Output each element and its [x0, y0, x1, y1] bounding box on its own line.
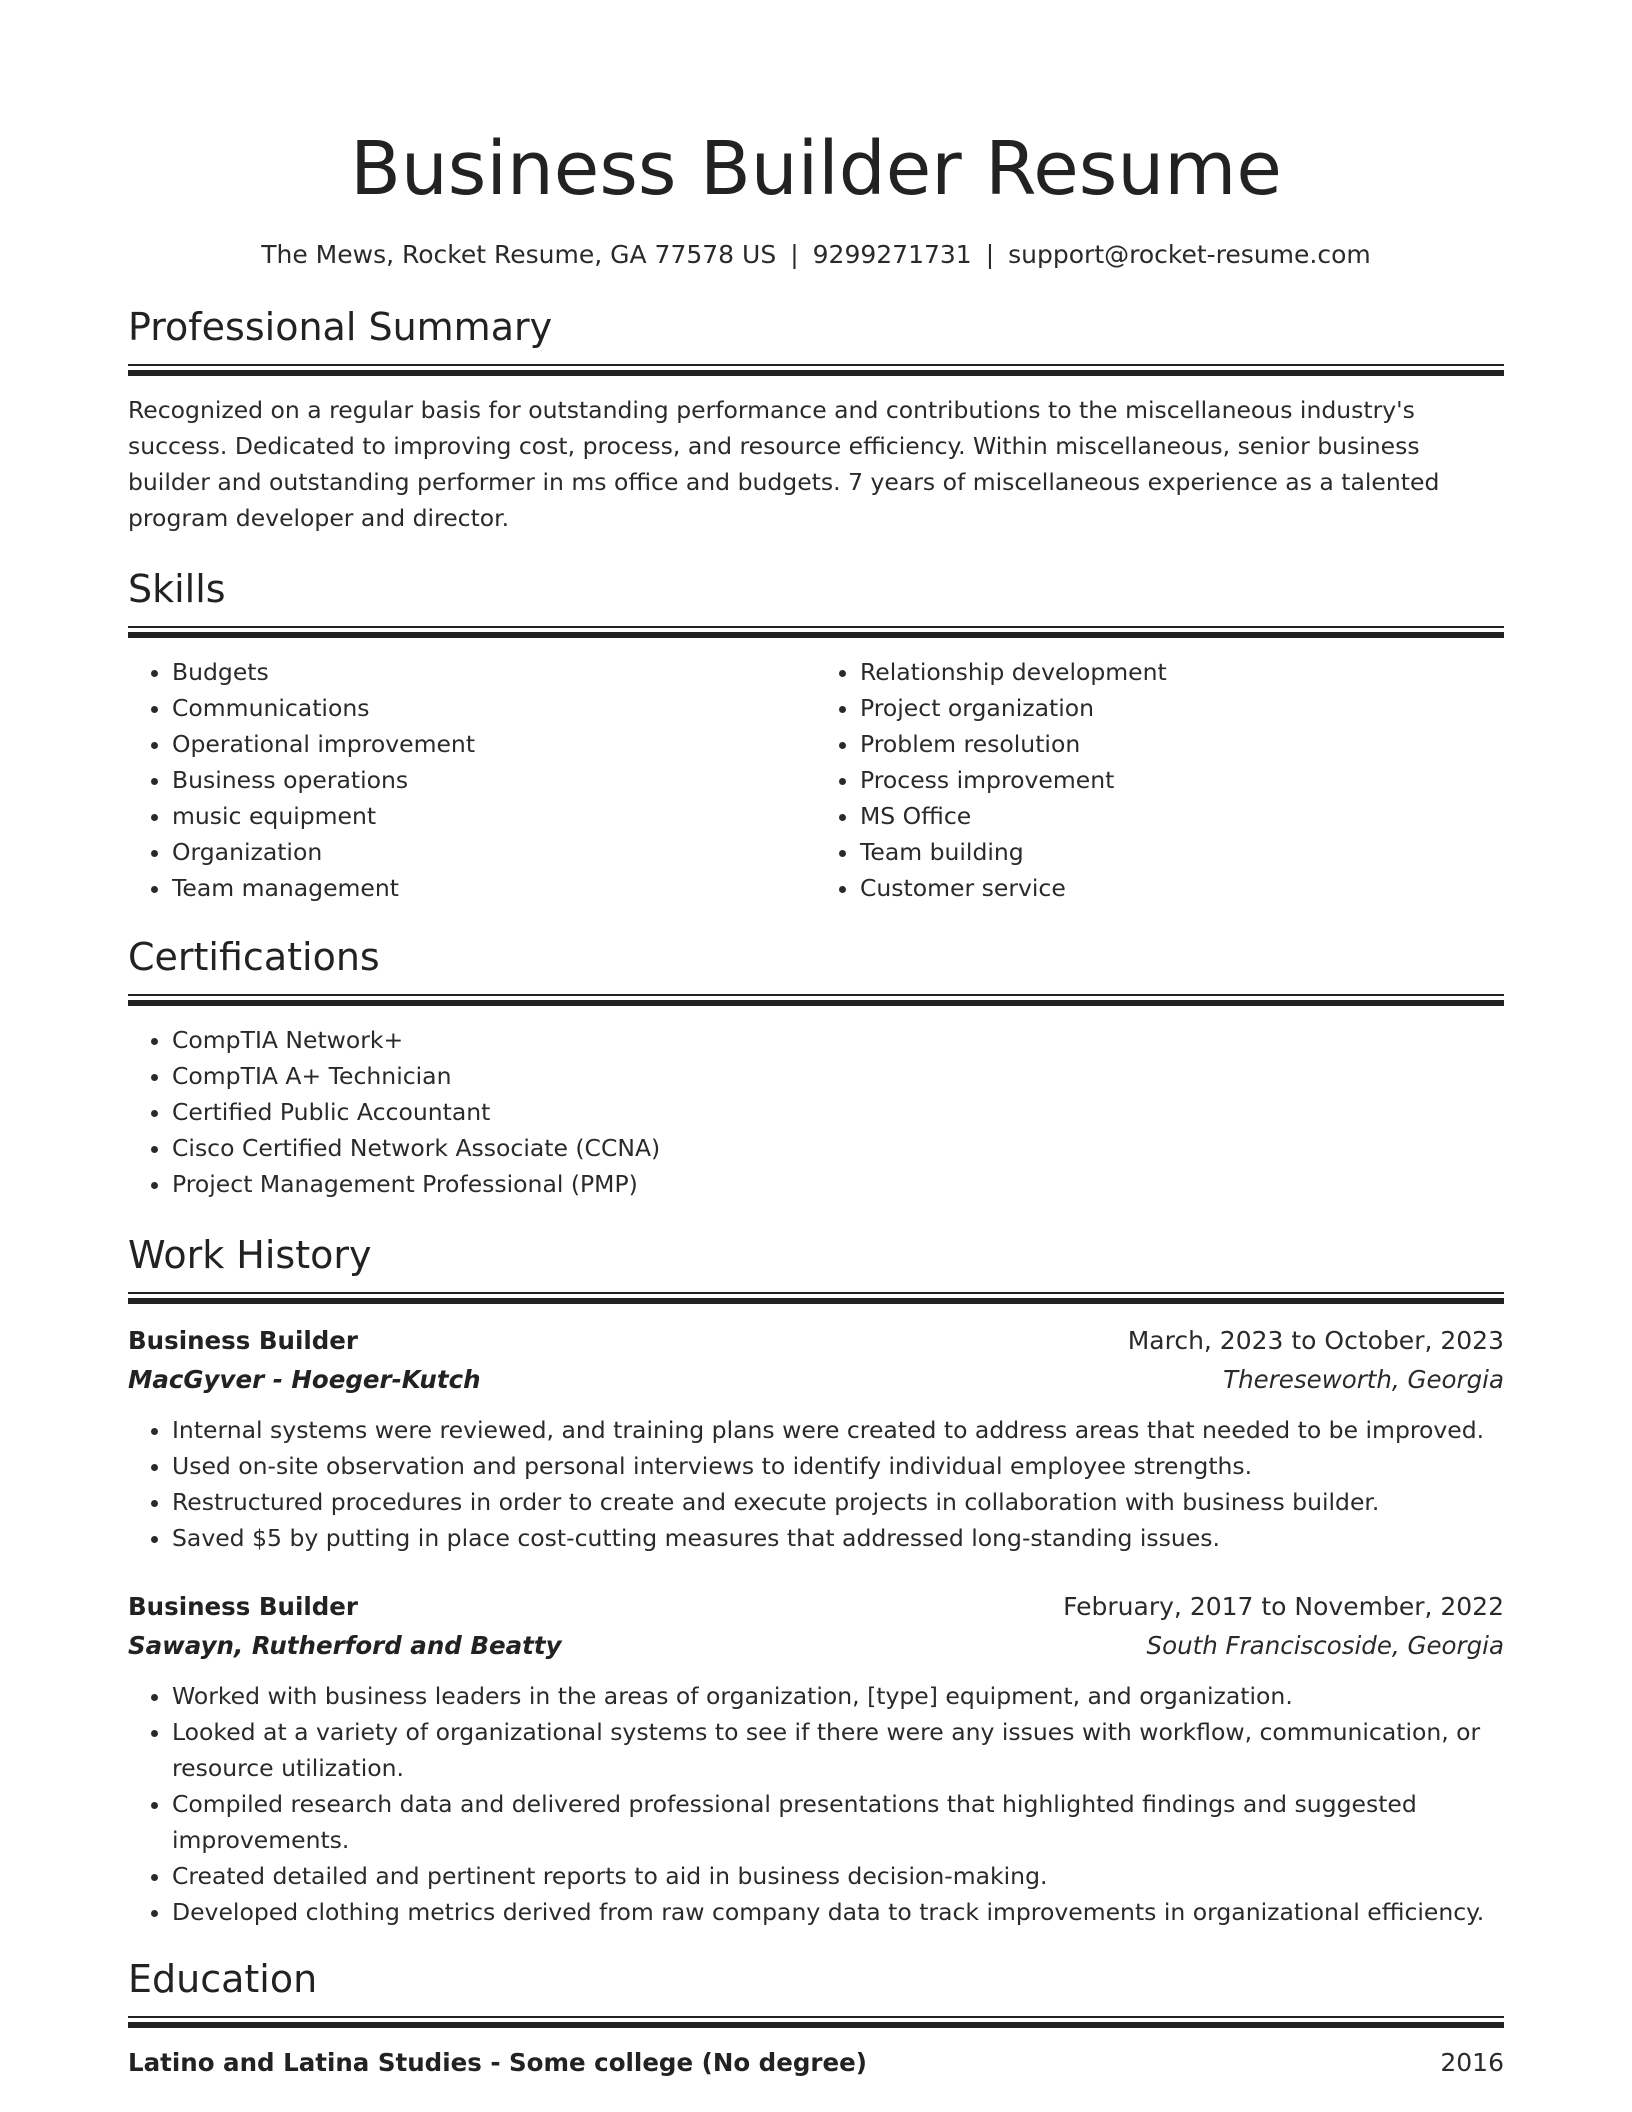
job-bullets [128, 1678, 1504, 1930]
job-bullet: • Restructured procedures in order to create and execute projects in collaboration with business builder. [172, 1484, 1504, 1520]
skill-item: • Problem resolution [860, 726, 1504, 762]
skill-item: • Organization [172, 834, 816, 870]
section-divider [128, 1292, 1504, 1304]
education-row [128, 2044, 1504, 2082]
summary-text: Recognized on a regular basis for outstanding performance and contributions to the miscellaneous industry's success. Dedicated to improving cost, process, and resource efficiency. Within miscellaneous, senior business builder and outstanding performer in ms office and budgets. 7 years of miscellaneous experience as a talented program developer and director. [128, 396, 1440, 532]
summary-section [128, 304, 1504, 536]
work-history-heading: Work History [128, 1233, 372, 1277]
certification-item: • Cisco Certified Network Associate (CCNA) [172, 1130, 1504, 1166]
education-degree: Latino and Latina Studies - Some college (No degree) [128, 2048, 867, 2077]
contact-separator: | [985, 240, 995, 269]
job-header-row [128, 1588, 1504, 1626]
skill-item: • Team management [172, 870, 816, 906]
contact-address: The Mews, Rocket Resume, GA 77578 US [261, 240, 777, 269]
skills-column-left [128, 654, 816, 906]
job-dates: March, 2023 to October, 2023 [1127, 1326, 1504, 1355]
contact-email: support@rocket-resume.com [1008, 240, 1371, 269]
skills-column-right [816, 654, 1504, 906]
education-heading: Education [128, 1957, 318, 2001]
skill-item: • Communications [172, 690, 816, 726]
education-year: 2016 [1440, 2048, 1504, 2077]
job-bullet: • Saved $5 by putting in place cost-cutting measures that addressed long-standing issues. [172, 1520, 1504, 1556]
skills-list-left [128, 654, 816, 906]
certification-item: • Project Management Professional (PMP) [172, 1166, 1504, 1202]
skill-item: • Process improvement [860, 762, 1504, 798]
job-entry [128, 1322, 1504, 1556]
job-location: South Franciscoside, Georgia [1146, 1631, 1504, 1660]
skill-item: • Customer service [860, 870, 1504, 906]
skills-heading: Skills [128, 567, 226, 611]
skill-item: • Team building [860, 834, 1504, 870]
skills-columns [128, 654, 1504, 906]
skill-item: • Budgets [172, 654, 816, 690]
job-company-row [128, 1360, 1504, 1400]
summary-heading: Professional Summary [128, 305, 553, 349]
job-bullet: • Worked with business leaders in the areas of organization, [type] equipment, and organization. [172, 1678, 1504, 1714]
certifications-heading: Certifications [128, 935, 380, 979]
job-company-row [128, 1626, 1504, 1666]
certifications-section [128, 934, 1504, 1202]
job-bullets [128, 1412, 1504, 1556]
job-bullet: • Compiled research data and delivered professional presentations that highlighted findings and suggested improvements. [172, 1786, 1504, 1858]
contact-separator: | [790, 240, 799, 269]
section-divider [128, 2016, 1504, 2028]
job-bullet: • Used on-site observation and personal interviews to identify individual employee strengths. [172, 1448, 1504, 1484]
skill-item: • Project organization [860, 690, 1504, 726]
resume-title: Business Builder Resume [350, 126, 1282, 212]
job-company: MacGyver - Hoeger-Kutch [128, 1365, 481, 1394]
skill-item: • Operational improvement [172, 726, 816, 762]
certification-item: • Certified Public Accountant [172, 1094, 1504, 1130]
certification-item: • CompTIA A+ Technician [172, 1058, 1504, 1094]
contact-phone: 9299271731 [812, 240, 972, 269]
section-divider [128, 994, 1504, 1006]
job-company: Sawayn, Rutherford and Beatty [128, 1631, 562, 1660]
skill-item: • Business operations [172, 762, 816, 798]
work-history-section [128, 1232, 1504, 1930]
education-section [128, 1956, 1504, 2082]
job-entry [128, 1588, 1504, 1930]
job-location: Thereseworth, Georgia [1223, 1365, 1504, 1394]
certifications-list-wrap [128, 1022, 1504, 1202]
job-bullet: • Created detailed and pertinent reports to aid in business decision-making. [172, 1858, 1504, 1894]
section-divider [128, 626, 1504, 638]
skills-section [128, 566, 1504, 906]
job-title: Business Builder [128, 1326, 358, 1355]
job-bullet: • Looked at a variety of organizational systems to see if there were any issues with workflow, communication, or resource utilization. [172, 1714, 1504, 1786]
job-dates: February, 2017 to November, 2022 [1063, 1592, 1504, 1621]
skill-item: • music equipment [172, 798, 816, 834]
job-title: Business Builder [128, 1592, 358, 1621]
section-divider [128, 364, 1504, 376]
skill-item: • Relationship development [860, 654, 1504, 690]
job-bullet: • Developed clothing metrics derived from raw company data to track improvements in organizational efficiency. [172, 1894, 1504, 1930]
certifications-list [128, 1022, 1504, 1202]
certification-item: • CompTIA Network+ [172, 1022, 1504, 1058]
job-header-row [128, 1322, 1504, 1360]
contact-line [128, 238, 1504, 272]
job-bullet: • Internal systems were reviewed, and training plans were created to address areas that needed to be improved. [172, 1412, 1504, 1448]
skills-list-right [816, 654, 1504, 906]
skill-item: • MS Office [860, 798, 1504, 834]
